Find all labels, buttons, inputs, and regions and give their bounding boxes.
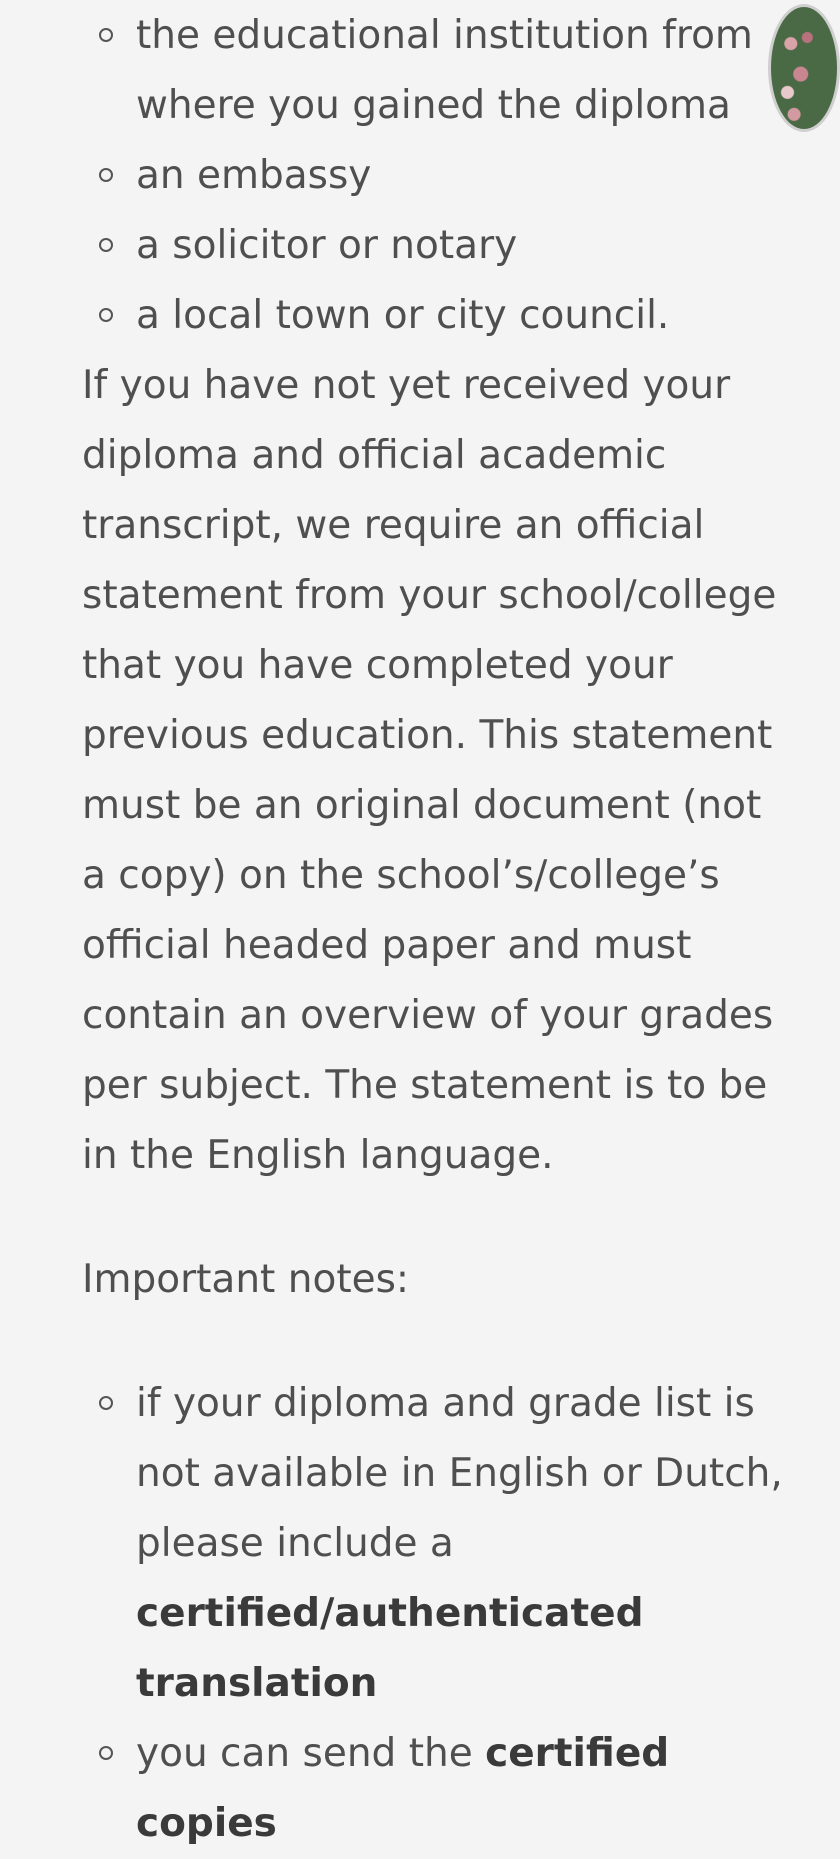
list-item-text: a local town or city council. (136, 293, 670, 338)
important-notes-list (82, 1369, 792, 1859)
diploma-statement-paragraph: If you have not yet received your diploma and official academic transcript, we require an official statement from your school/college that you have completed your previous education. This statement must be an original document (not a copy) on the school’s/college’s official headed paper and must contain an overview of your grades per subject. The statement is to be in the English language. (82, 363, 777, 1178)
list-item-text: the educational institution from where you gained the diploma (136, 13, 753, 128)
note-bold-text: certified copies (136, 1731, 670, 1846)
list-item (136, 1, 792, 141)
certifying-bodies-list (82, 1, 792, 351)
flower-photo-avatar-icon[interactable] (768, 4, 840, 132)
document-content (82, 1, 792, 1859)
important-notes-heading: Important notes: (82, 1257, 410, 1302)
list-item-text: a solicitor or notary (136, 223, 518, 268)
list-item (136, 211, 792, 281)
note-text: if your diploma and grade list is not available in English or Dutch, please include a (136, 1381, 783, 1566)
list-item (136, 281, 792, 351)
circle-bullet-icon (99, 238, 113, 252)
note-bold-text: certified/authenticated translation (136, 1591, 644, 1706)
circle-bullet-icon (99, 308, 113, 322)
note-text: you can send the (136, 1731, 486, 1776)
circle-bullet-icon (99, 168, 113, 182)
list-item-text: an embassy (136, 153, 372, 198)
list-item (136, 141, 792, 211)
list-item (136, 1369, 792, 1719)
circle-bullet-icon (99, 1396, 113, 1410)
circle-bullet-icon (99, 1746, 113, 1760)
list-item (136, 1719, 792, 1859)
circle-bullet-icon (99, 28, 113, 42)
